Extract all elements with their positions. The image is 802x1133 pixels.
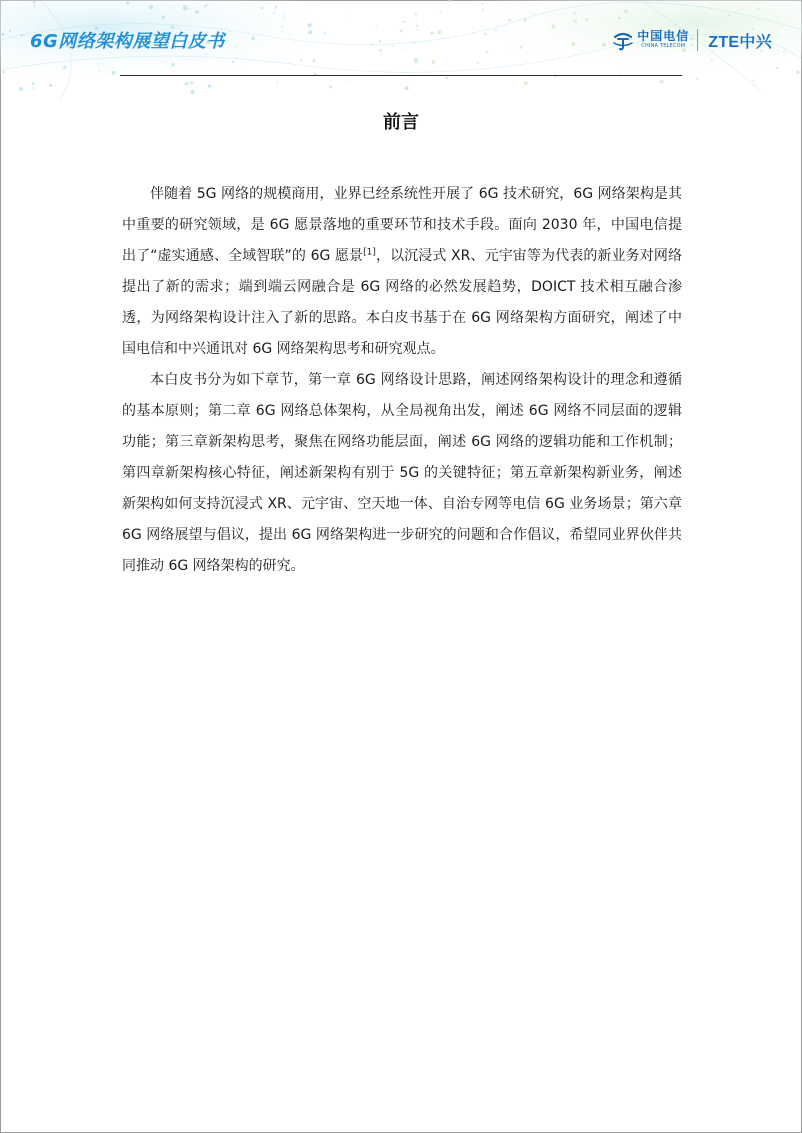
decor-dot (99, 70, 101, 72)
decor-dot (796, 70, 799, 73)
document-header-title: 6G网络架构展望白皮书 (30, 31, 225, 52)
decor-dot (276, 82, 278, 84)
decor-dot (477, 62, 479, 64)
decor-dot (312, 59, 315, 62)
decor-dot (445, 77, 448, 80)
decor-dot (195, 10, 199, 14)
decor-dot (281, 26, 283, 28)
decor-dot (776, 67, 778, 69)
decor-dot (190, 81, 193, 84)
decor-dot (402, 48, 403, 49)
section-title: 前言 (383, 112, 419, 133)
decor-dot (414, 58, 418, 62)
decor-dot (486, 51, 489, 54)
decor-dot (307, 23, 311, 27)
decor-dot (573, 12, 576, 15)
decor-dot (481, 3, 483, 5)
decor-dot (149, 5, 153, 9)
decor-dot (126, 1, 129, 4)
logo-divider (697, 29, 698, 51)
decor-dot (49, 84, 52, 87)
china-telecom-en-text: CHINA TELECOM (641, 43, 686, 49)
decor-dot (619, 77, 620, 78)
decor-dot (508, 19, 511, 22)
decor-dot (660, 80, 664, 84)
decor-dot (519, 46, 522, 49)
zte-logo: ZTE中兴 (708, 33, 772, 51)
decor-dot (482, 9, 484, 11)
paragraph-1-text-b: ，以沉浸式 XR、元宇宙等为代表的新业务对网络提出了新的需求；端到端云网融合是 6G 网络的必然发展趋势，DOICT 技术相互融合渗透，为网络架构设计注入了新的思路。本白皮书基于在 6G 网络架构方面研究，阐述了中国电信和中兴通讯对 6G 网络架构思考和研究观点。 (122, 248, 682, 357)
decor-dot (417, 29, 418, 30)
china-telecom-logo (612, 29, 689, 51)
decor-dot (31, 82, 34, 85)
decor-dot (57, 15, 58, 16)
decor-dot (251, 36, 255, 40)
decor-dot (190, 90, 194, 94)
decor-dot (376, 24, 377, 25)
decor-dot (183, 5, 187, 9)
decor-dot (9, 30, 11, 32)
decor-dot (204, 5, 206, 7)
decor-dot (348, 79, 350, 81)
decor-dot (524, 81, 528, 85)
decor-dot (602, 43, 606, 47)
decor-dot (189, 8, 190, 9)
decor-dot (432, 60, 436, 64)
decor-dot (415, 17, 417, 19)
decor-dot (63, 65, 66, 68)
header-rule (120, 75, 682, 76)
decor-dot (379, 49, 382, 52)
decor-dot (300, 60, 302, 62)
decor-dot (695, 77, 698, 80)
decor-dot (495, 29, 497, 31)
decor-dot (172, 63, 175, 66)
decor-dot (235, 45, 237, 47)
decor-dot (439, 11, 441, 13)
decor-dot (666, 59, 667, 60)
decor-dot (509, 52, 510, 53)
decor-dot (551, 25, 555, 29)
citation-reference: [1] (363, 247, 376, 258)
decor-dot (728, 14, 730, 16)
decor-dot (208, 84, 211, 87)
decor-dot (778, 50, 780, 52)
decor-dot (400, 30, 403, 33)
decor-dot (329, 85, 332, 88)
decor-dot (19, 87, 23, 91)
decor-dot (1, 33, 4, 36)
paragraph-2: 本白皮书分为如下章节，第一章 6G 网络设计思路，阐述网络架构设计的理念和遵循的基本原则；第二章 6G 网络总体架构，从全局视角出发，阐述 6G 网络不同层面的逻辑功能；第三章新架构思考，聚焦在网络功能层面，阐述 6G 网络的逻辑功能和工作机制；第四章新架构核心特征，阐述新架构有别于 5G 的关键特征；第五章新架构新业务，阐述新架构如何支持沉浸式 XR、元宇宙、空天地一体、自治专网等电信 6G 业务场景；第六章 6G 网络展望与倡议，提出 6G 网络架构进一步研究的问题和合作倡议，希望同业界伙伴共同推动 6G 网络架构的研究。 (122, 372, 682, 574)
china-telecom-emblem-icon (612, 29, 634, 51)
paragraph-1 (122, 179, 682, 365)
decor-dot (618, 17, 621, 20)
decor-dot (624, 10, 627, 13)
decor-dot (585, 18, 588, 21)
decor-dot (33, 1, 36, 4)
decor-dot (283, 15, 285, 17)
decor-dot (229, 31, 231, 33)
decor-dot (232, 61, 234, 63)
header-decoration (0, 0, 802, 110)
decor-dot (427, 27, 429, 29)
decor-dot (112, 71, 116, 75)
decor-dot (308, 30, 312, 34)
decor-dot (323, 32, 325, 34)
decor-dot (414, 13, 417, 16)
decor-dot (751, 79, 753, 81)
decor-dot (405, 86, 409, 90)
decor-dot (162, 16, 165, 19)
decor-dot (437, 30, 441, 34)
decor-dot (416, 25, 419, 28)
china-telecom-cn-text: 中国电信 (637, 29, 690, 43)
decor-dot (391, 45, 393, 47)
header-logos (612, 26, 772, 54)
decor-dot (783, 51, 785, 53)
decor-dot (34, 6, 36, 8)
decor-dot (518, 2, 519, 3)
decor-dot (206, 4, 208, 6)
decor-dot (402, 20, 405, 23)
decor-dot (261, 7, 264, 10)
decor-dot (415, 62, 417, 64)
paragraph-1-text-a: 伴随着 5G 网络的规模商用，业界已经系统性开展了 6G 技术研究，6G 网络架构是其中重要的研究领域，是 6G 愿景落地的重要环节和技术手段。面向 2030 年，中国电信提出了“虚实通感、全域智联”的 6G 愿景 (122, 186, 682, 264)
decor-dot (98, 63, 100, 65)
decor-dot (32, 87, 34, 89)
decor-dot (484, 33, 487, 36)
decor-dot (275, 6, 278, 9)
decor-dot (757, 8, 759, 10)
decor-dot (185, 82, 189, 86)
decor-dot (571, 42, 575, 46)
decor-dot (273, 12, 275, 14)
decor-dot (574, 20, 578, 24)
decor-dot (711, 59, 713, 61)
decor-dot (2, 70, 5, 73)
decor-dot (379, 40, 382, 43)
body-text (122, 179, 682, 582)
decor-dot (348, 15, 349, 16)
decor-dot (430, 31, 434, 35)
decor-dot (381, 52, 383, 54)
